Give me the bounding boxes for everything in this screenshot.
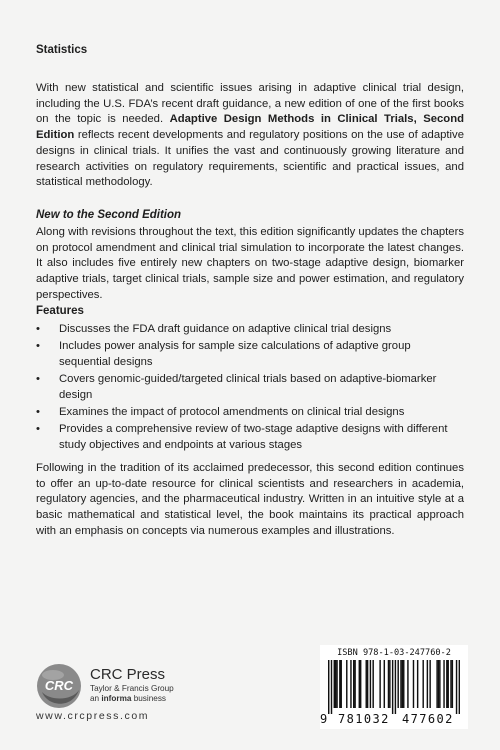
category-label: Statistics bbox=[36, 44, 88, 56]
logo-text: CRC bbox=[44, 678, 74, 693]
publisher-block bbox=[90, 667, 174, 704]
isbn-barcode: ISBN 978-1-03-247760-2 9 781032 477602 bbox=[320, 645, 468, 729]
publisher-website: www.crcpress.com bbox=[36, 710, 150, 722]
bullet-icon: • bbox=[36, 423, 40, 436]
barcode-bar bbox=[427, 660, 428, 708]
new-edition-heading: New to the Second Edition bbox=[36, 209, 182, 221]
barcode-bar bbox=[336, 660, 337, 708]
barcode-bar bbox=[450, 660, 451, 708]
barcode-bar bbox=[334, 660, 335, 708]
barcode-bar bbox=[436, 660, 437, 708]
new-edition-paragraph: Along with revisions throughout the text, this edition significantly updates the chapters on protocol amendment and clinical trial simulation to incorporate the latest changes. It also includes five entirely new chapters on two-stage adaptive design, biomarker adaptive trials, target clinical trials, sample size and power estimation, and regulatory perspectives. bbox=[36, 226, 464, 301]
bullet-icon: • bbox=[36, 406, 40, 419]
barcode-bar bbox=[346, 660, 347, 708]
publisher-name: CRC Press bbox=[90, 666, 166, 683]
closing-paragraph: Following in the tradition of its acclaimed predecessor, this second edition continues to offer an up-to-date resource for clinical scientists and researchers in academia, regulatory agencies, and the pharmaceutical industry. Written in an intuitive style at a basic mathematical and statistical level, the book maintains its practical approach with an emphasis on concepts via numerous examples and illustrations. bbox=[36, 462, 464, 537]
barcode-bar bbox=[413, 660, 414, 708]
barcode-bar bbox=[407, 660, 408, 708]
barcode-bar bbox=[372, 660, 373, 708]
barcode-bar bbox=[417, 660, 418, 708]
publisher-group: Taylor & Francis Group bbox=[90, 684, 174, 693]
barcode-bar bbox=[366, 660, 367, 708]
bullet-icon: • bbox=[36, 373, 40, 386]
bullet-icon: • bbox=[36, 323, 40, 335]
feature-item: • Covers genomic-guided/targeted clinical trials based on adaptive-biomarker design bbox=[36, 373, 437, 401]
barcode-bar bbox=[353, 660, 354, 708]
feature-item: • Examines the impact of protocol amendments on clinical trial designs bbox=[36, 405, 464, 421]
barcode-bar bbox=[388, 660, 389, 708]
crc-logo-icon bbox=[36, 663, 82, 709]
barcode-bar bbox=[341, 660, 342, 708]
barcode-bar bbox=[443, 660, 444, 708]
barcode-bar bbox=[439, 660, 440, 708]
isbn-text: ISBN 978-1-03-247760-2 bbox=[337, 648, 451, 658]
barcode-bar bbox=[397, 660, 398, 708]
feature-item: • Includes power analysis for sample size calculations of adaptive group sequential designs bbox=[36, 340, 411, 368]
barcode-bar bbox=[459, 660, 460, 714]
barcode-bar bbox=[438, 660, 439, 708]
bullet-icon: • bbox=[36, 340, 40, 353]
publisher-business: an informa business bbox=[90, 694, 167, 703]
barcode-bar bbox=[384, 660, 385, 708]
barcode-bar bbox=[339, 660, 340, 708]
intro-paragraph bbox=[36, 81, 464, 191]
barcode-bar bbox=[400, 660, 401, 708]
barcode-bar bbox=[379, 660, 380, 708]
barcode-bar bbox=[360, 660, 361, 708]
features-list bbox=[36, 322, 464, 455]
barcode-bar bbox=[395, 660, 396, 714]
barcode-bar bbox=[359, 660, 360, 708]
barcode-bar bbox=[367, 660, 368, 708]
feature-item: • Discusses the FDA draft guidance on adaptive clinical trial designs bbox=[36, 322, 464, 338]
barcode-bar bbox=[335, 660, 336, 708]
barcode-bar bbox=[350, 660, 351, 708]
barcode-bar bbox=[389, 660, 390, 708]
book-title: Adaptive Design Methods in Clinical Trials, Second Edition bbox=[36, 113, 464, 142]
barcode-bar bbox=[392, 660, 393, 714]
barcode-bar bbox=[402, 660, 403, 708]
barcode-bar bbox=[429, 660, 430, 708]
barcode-bar bbox=[403, 660, 404, 708]
barcode-bar bbox=[331, 660, 332, 714]
feature-item: • Provides a comprehensive review of two-stage adaptive designs with different study objectives and endpoints at various stages bbox=[36, 423, 448, 451]
features-heading: Features bbox=[36, 305, 84, 317]
intro-text-2: reflects recent developments and regulatory positions on the use of adaptive designs in clinical trials. It unifies the vast and continuously growing literature and research activities on regulatory requirements, scientific and practical issues, and statistical methodology. bbox=[36, 129, 464, 189]
barcode-bar bbox=[447, 660, 448, 708]
intro-text-1: With new statistical and scientific issues arising in adaptive clinical trial design, including the U.S. FDA’s recent draft guidance, a new edition of one of the first books on the topic is needed. bbox=[36, 82, 464, 126]
barcode-bar bbox=[456, 660, 457, 714]
barcode-bar bbox=[328, 660, 329, 714]
barcode-bar bbox=[446, 660, 447, 708]
barcode-bar bbox=[452, 660, 453, 708]
barcode-bars bbox=[328, 660, 460, 714]
barcode-bar bbox=[370, 660, 371, 708]
barcode-bar bbox=[422, 660, 423, 708]
barcode-bar bbox=[354, 660, 355, 708]
